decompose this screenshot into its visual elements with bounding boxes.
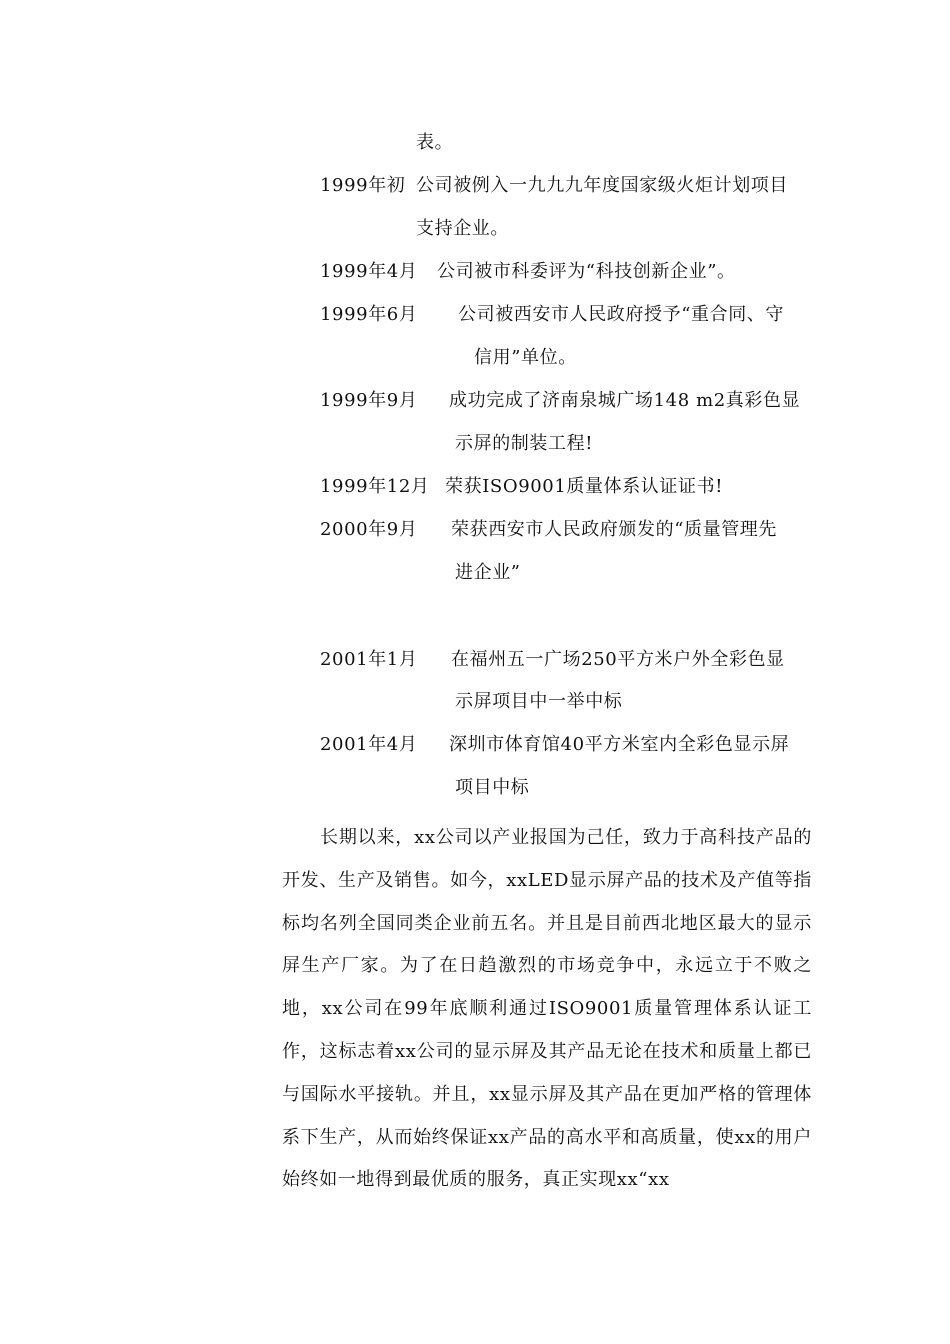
timeline-text: 公司被市科委评为“科技创新企业”。: [437, 261, 736, 282]
timeline-date: 1999年9月: [320, 390, 418, 411]
timeline-text: 荣获ISO9001质量体系认证证书!: [445, 476, 724, 497]
timeline-text-continued: 信用”单位。: [474, 347, 577, 368]
timeline-text: 在福州五一广场250平方米户外全彩色显: [451, 649, 785, 670]
timeline-lead-continuation: 表。: [416, 132, 454, 153]
timeline-text-continued: 示屏的制装工程!: [455, 433, 594, 454]
timeline-text: 成功完成了济南泉城广场148 m2真彩色显: [449, 390, 801, 411]
timeline-date: 1999年初: [320, 175, 406, 196]
body-paragraph: 长期以来，xx公司以产业报国为己任，致力于高科技产品的开发、生产及销售。如今，xxLED显示屏产品的技术及产值等指标均名列全国同类企业前五名。并且是目前西北地区最大的显示屏生产厂家。为了在日趋激烈的市场竞争中，永远立于不败之地，xx公司在99年底顺利通过ISO9001质量管理体系认证工作，这标志着xx公司的显示屏及其产品无论在技术和质量上都已与国际水平接轨。并且，xx显示屏及其产品在更加严格的管理体系下生产，从而始终保证xx产品的高水平和高质量，使xx的用户始终如一地得到最优质的服务，真正实现xx“xx: [282, 827, 812, 1191]
timeline-date: 2001年1月: [320, 649, 418, 670]
timeline-text-continued: 示屏项目中一举中标: [455, 691, 623, 712]
timeline-date: 2000年9月: [320, 519, 418, 540]
timeline-date: 1999年4月: [320, 261, 418, 282]
timeline-text-continued: 项目中标: [455, 777, 530, 798]
timeline-date: 1999年12月: [320, 476, 430, 497]
timeline-text: 公司被西安市人民政府授予“重合同、守: [458, 304, 785, 325]
timeline-text-continued: 支持企业。: [416, 218, 509, 239]
timeline-text: 公司被例入一九九九年度国家级火炬计划项目: [416, 175, 788, 196]
timeline-text-continued: 进企业”: [455, 562, 521, 583]
timeline-date: 1999年6月: [320, 304, 418, 325]
timeline-text: 荣获西安市人民政府颁发的“质量管理先: [451, 519, 778, 540]
timeline-date: 2001年4月: [320, 734, 418, 755]
timeline-text: 深圳市体育馆40平方米室内全彩色显示屏: [449, 734, 790, 755]
